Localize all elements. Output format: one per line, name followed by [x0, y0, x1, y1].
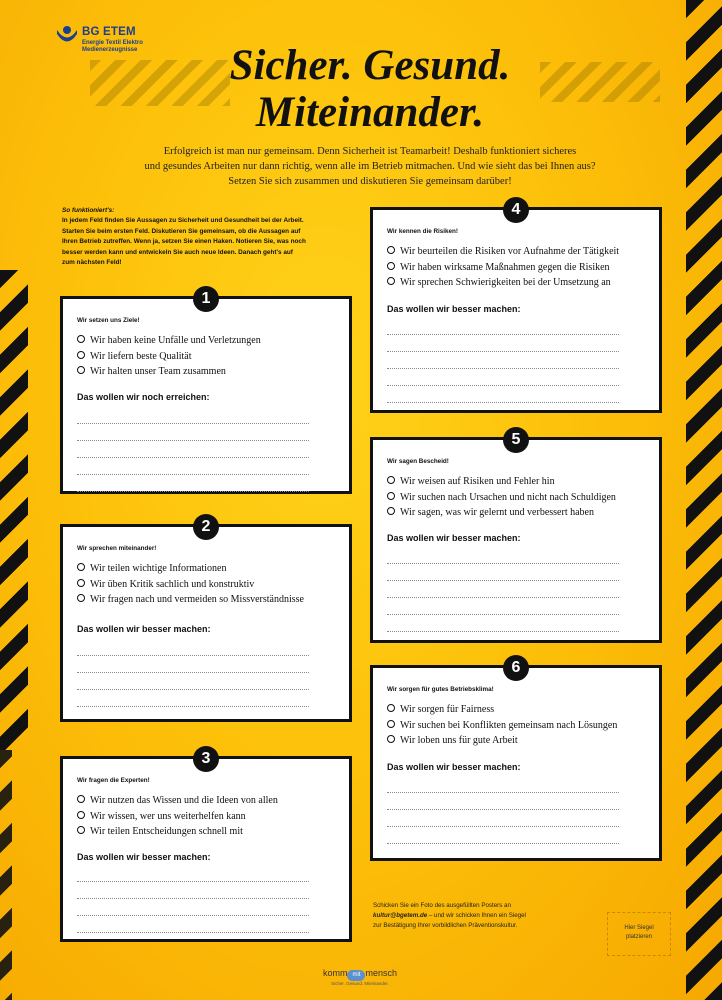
logo-subtitle [82, 40, 143, 54]
statement-item[interactable] [77, 349, 261, 365]
writing-line[interactable] [387, 827, 619, 844]
checkbox-circle-icon[interactable] [77, 351, 85, 359]
seal-placeholder [607, 912, 671, 956]
field-title: Wir sagen Bescheid! [387, 458, 449, 465]
statement-label: Wir haben keine Unfälle und Verletzungen [90, 335, 261, 346]
statement-item[interactable] [77, 333, 261, 349]
field-title: Wir kennen die Risiken! [387, 228, 458, 235]
bg-etem-logo [56, 25, 186, 61]
field-number-badge: 3 [193, 746, 219, 772]
writing-line[interactable] [387, 386, 619, 403]
writing-line[interactable] [387, 318, 619, 335]
checkbox-circle-icon[interactable] [77, 579, 85, 587]
statement-item[interactable] [387, 260, 619, 276]
checkbox-circle-icon[interactable] [387, 262, 395, 270]
logo-subtitle-line: Energie Textil Elektro [82, 40, 143, 46]
field-number-badge: 1 [193, 286, 219, 312]
field-title: Wir sorgen für gutes Betriebsklima! [387, 686, 494, 693]
bg-etem-logo-icon [56, 25, 78, 47]
seal-label: Hier Siegel [624, 925, 654, 931]
checkbox-circle-icon[interactable] [77, 335, 85, 343]
hazard-stripes-left [0, 270, 28, 750]
field-title: Wir fragen die Experten! [77, 777, 150, 784]
statement-label: Wir wissen, wer uns weiterhelfen kann [90, 810, 246, 822]
writing-line[interactable] [387, 598, 619, 615]
field-subheading: Das wollen wir besser machen: [387, 304, 521, 314]
writing-line[interactable] [77, 673, 309, 690]
statement-label: Wir haben wirksame Maßnahmen gegen die Risiken [400, 261, 610, 273]
checkbox-circle-icon[interactable] [387, 246, 395, 254]
writing-line[interactable] [387, 581, 619, 598]
writing-line[interactable] [387, 793, 619, 810]
checkbox-circle-icon[interactable] [387, 720, 395, 728]
statement-list [387, 244, 619, 291]
checkbox-circle-icon[interactable] [77, 811, 85, 819]
statement-label: Wir fragen nach und vermeiden so Missverständnisse [90, 594, 304, 605]
statement-item[interactable] [387, 702, 617, 718]
footer-line: Schicken Sie ein Foto des ausgefüllten Posters an [373, 902, 511, 909]
statement-item[interactable] [387, 718, 617, 734]
writing-line[interactable] [77, 424, 309, 441]
checkbox-circle-icon[interactable] [387, 735, 395, 743]
writing-line[interactable] [387, 335, 619, 352]
statement-item[interactable] [77, 561, 304, 577]
statement-label: Wir weisen auf Risiken und Fehler hin [400, 476, 555, 487]
how-it-works-line: In jedem Feld finden Sie Aussagen zu Sicherheit und Gesundheit bei der Arbeit. [62, 217, 304, 225]
statement-label: Wir suchen nach Ursachen und nicht nach Schuldigen [400, 491, 616, 503]
intro-line: Erfolgreich ist man nur gemeinsam. Denn Sicherheit ist Teamarbeit! Deshalb funktioniert sicheres [163, 146, 577, 157]
field-subheading: Das wollen wir besser machen: [77, 624, 211, 634]
statement-item[interactable] [77, 364, 261, 380]
writing-line[interactable] [77, 882, 309, 899]
statement-item[interactable] [387, 244, 619, 260]
writing-lines[interactable] [387, 547, 619, 632]
how-it-works-title: So funktioniert's: [62, 207, 115, 214]
checkbox-circle-icon[interactable] [77, 594, 85, 602]
writing-line[interactable] [77, 639, 309, 656]
field-3 [60, 750, 352, 942]
field-2 [60, 518, 352, 722]
field-6 [370, 659, 662, 861]
field-subheading: Das wollen wir besser machen: [77, 852, 211, 862]
field-title: Wir setzen uns Ziele! [77, 317, 140, 324]
footer-line-rest: – und wir schicken Ihnen ein Siegel [427, 912, 526, 919]
statement-label: Wir üben Kritik sachlich und konstruktiv [90, 578, 255, 590]
checkbox-circle-icon[interactable] [77, 563, 85, 571]
seal-label: platzieren [625, 934, 652, 940]
field-subheading: Das wollen wir noch erreichen: [77, 392, 210, 402]
writing-lines[interactable] [387, 318, 619, 403]
checkbox-circle-icon[interactable] [387, 277, 395, 285]
statement-label: Wir sprechen Schwierigkeiten bei der Umsetzung an [400, 277, 611, 288]
statement-item[interactable] [77, 793, 278, 809]
checkbox-circle-icon[interactable] [77, 826, 85, 834]
field-5 [370, 431, 662, 643]
statement-label: Wir liefern beste Qualität [90, 350, 192, 362]
statement-item[interactable] [387, 474, 616, 490]
writing-line[interactable] [387, 352, 619, 369]
writing-line[interactable] [77, 899, 309, 916]
footer-email-link[interactable]: kultur@bgetem.de [373, 912, 428, 919]
field-4 [370, 201, 662, 413]
statement-item[interactable] [387, 733, 617, 749]
hazard-stripes-left-lower [0, 750, 12, 1000]
footer-note [373, 901, 593, 931]
writing-lines[interactable] [77, 639, 309, 707]
checkbox-circle-icon[interactable] [77, 795, 85, 803]
statement-label: Wir sorgen für Fairness [400, 704, 495, 715]
checkbox-circle-icon[interactable] [77, 366, 85, 374]
logo-name: BG ETEM [82, 26, 136, 38]
writing-line[interactable] [387, 547, 619, 564]
kommmitmensch-logo [300, 967, 420, 995]
writing-lines[interactable] [77, 865, 309, 933]
footer-line: zur Bestätigung Ihrer vorbildlichen Präventionskultur. [373, 922, 518, 929]
checkbox-circle-icon[interactable] [387, 507, 395, 515]
writing-line[interactable] [77, 475, 309, 492]
checkbox-circle-icon[interactable] [387, 476, 395, 484]
writing-line[interactable] [77, 916, 309, 933]
statement-item[interactable] [77, 577, 304, 593]
field-subheading: Das wollen wir besser machen: [387, 762, 521, 772]
brand-left: komm [322, 968, 348, 978]
writing-line[interactable] [77, 690, 309, 707]
writing-line[interactable] [387, 564, 619, 581]
field-subheading: Das wollen wir besser machen: [387, 533, 521, 543]
intro-line: Setzen Sie sich zusammen und diskutieren Sie gemeinsam darüber! [228, 176, 512, 187]
statement-list [77, 333, 261, 380]
statement-item[interactable] [387, 275, 619, 291]
brand-mid-badge: mit [347, 970, 365, 981]
field-title: Wir sprechen miteinander! [77, 545, 157, 552]
statement-label: Wir suchen bei Konflikten gemeinsam nach Lösungen [400, 719, 618, 731]
writing-line[interactable] [387, 810, 619, 827]
field-number-badge: 5 [503, 427, 529, 453]
writing-line[interactable] [387, 776, 619, 793]
logo-subtitle-line: Medienerzeugnisse [82, 47, 138, 53]
field-1 [60, 290, 352, 494]
field-number-badge: 6 [503, 655, 529, 681]
statement-label: Wir teilen Entscheidungen schnell mit [90, 826, 243, 837]
statement-item[interactable] [77, 809, 278, 825]
statement-label: Wir nutzen das Wissen und die Ideen von allen [90, 795, 278, 806]
how-it-works-line: Ihren Betrieb zutreffen. Wenn ja, setzen Sie einen Haken. Notieren Sie, was noch [62, 238, 306, 246]
writing-line[interactable] [387, 369, 619, 386]
footer-line [373, 911, 593, 921]
intro-line: und gesundes Arbeiten nur dann richtig, wenn alle im Betrieb mitmachen. Und wie sieht das bei Ihnen aus? [144, 161, 596, 172]
intro-text [100, 144, 640, 189]
statement-list [387, 702, 617, 749]
how-it-works [62, 206, 367, 268]
brand-tagline: Sicher. Gesund. Miteinander. [331, 981, 389, 986]
checkbox-circle-icon[interactable] [387, 704, 395, 712]
statement-item[interactable] [387, 505, 616, 521]
statement-label: Wir sagen, was wir gelernt und verbessert haben [400, 507, 594, 518]
statement-list [77, 561, 304, 608]
field-number-badge: 2 [193, 514, 219, 540]
how-it-works-line: zum nächsten Feld! [62, 259, 122, 267]
statement-label: Wir loben uns für gute Arbeit [400, 735, 518, 746]
statement-list [77, 793, 278, 840]
statement-label: Wir halten unser Team zusammen [90, 366, 226, 377]
statement-label: Wir beurteilen die Risiken vor Aufnahme der Tätigkeit [400, 246, 620, 257]
brand-right: mensch [365, 968, 397, 978]
writing-lines[interactable] [77, 407, 309, 492]
how-it-works-line: besser werden kann und entwickeln Sie auch neue Ideen. Danach geht's auf [62, 248, 293, 256]
hazard-stripes-right [686, 0, 722, 1000]
poster-title-line-1: Sicher. Gesund. [229, 42, 511, 89]
how-it-works-line: Starten Sie beim ersten Feld. Diskutieren Sie gemeinsam, ob die Aussagen auf [62, 227, 301, 235]
statement-label: Wir teilen wichtige Informationen [90, 563, 227, 574]
checkbox-circle-icon[interactable] [387, 492, 395, 500]
field-number-badge: 4 [503, 197, 529, 223]
writing-line[interactable] [387, 615, 619, 632]
writing-line[interactable] [77, 865, 309, 882]
poster-title-line-2: Miteinander. [255, 89, 485, 136]
brand-wordmark [300, 967, 420, 981]
statement-item[interactable] [77, 824, 278, 840]
statement-item[interactable] [77, 592, 304, 608]
writing-line[interactable] [77, 458, 309, 475]
writing-line[interactable] [77, 407, 309, 424]
writing-lines[interactable] [387, 776, 619, 844]
statement-item[interactable] [387, 490, 616, 506]
statement-list [387, 474, 616, 521]
writing-line[interactable] [77, 656, 309, 673]
writing-line[interactable] [77, 441, 309, 458]
